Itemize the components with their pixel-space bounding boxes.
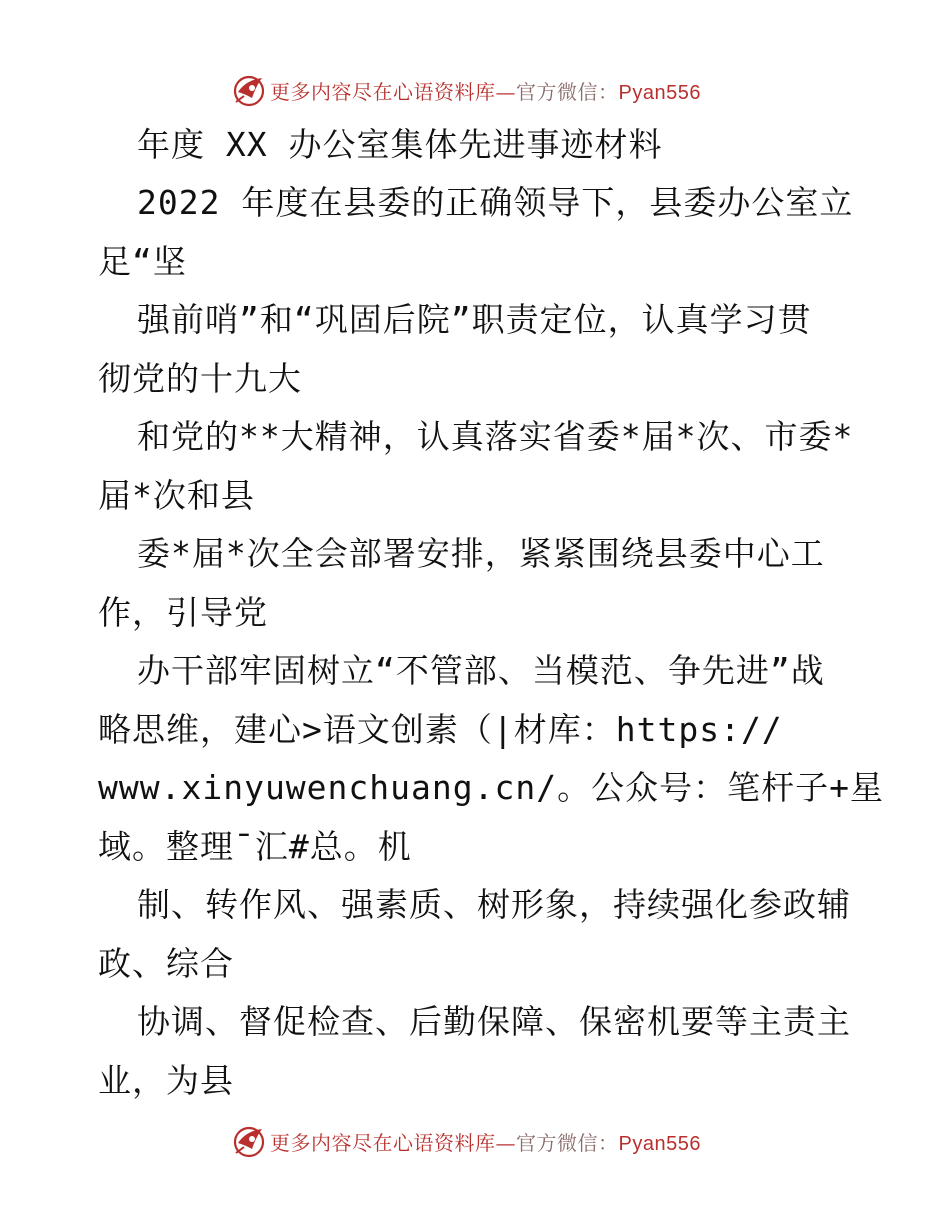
paragraph-line: 2022 年度在县委的正确领导下，县委办公室立: [137, 183, 854, 222]
paragraph-line: www.xinyuwenchuang.cn/。公众号：笔杆子+星: [98, 768, 884, 807]
watermark-main-text: 更多内容尽在心语资料库: [270, 1130, 496, 1155]
watermark-dash: —: [495, 79, 516, 104]
pen-nib-logo-icon: [232, 1123, 268, 1159]
watermark-text: [270, 1127, 701, 1156]
paragraph-line: 略思维，建心>语文创素（|材库：https://: [98, 710, 783, 749]
paragraph-line: 作，引导党: [98, 593, 268, 632]
pen-nib-logo-icon: [232, 72, 268, 108]
watermark-wechat-id: Pyan556: [618, 1132, 701, 1155]
paragraph-line: 办干部牢固树立“不管部、当模范、争先进”战: [137, 651, 825, 690]
paragraph-line: 强前哨”和“巩固后院”职责定位，认真学习贯: [137, 300, 812, 339]
watermark-main-text: 更多内容尽在心语资料库: [270, 79, 496, 104]
header-watermark: [232, 70, 752, 110]
paragraph-line: 足“坚: [98, 242, 187, 281]
paragraph-line: 域。整理¯汇#总。机: [98, 827, 412, 866]
watermark-wechat-label: 官方微信：: [516, 1130, 619, 1155]
watermark-wechat-label: 官方微信：: [516, 79, 619, 104]
paragraph-line: 届*次和县: [98, 476, 255, 515]
document-title: 年度 XX 办公室集体先进事迹材料: [137, 125, 663, 164]
paragraph-line: 业，为县: [98, 1061, 234, 1100]
paragraph-line: 政、综合: [98, 944, 234, 983]
watermark-text: [270, 76, 701, 105]
paragraph-line: 和党的**大精神，认真落实省委*届*次、市委*: [137, 417, 854, 456]
paragraph-line: 委*届*次全会部署安排，紧紧围绕县委中心工: [137, 534, 825, 573]
paragraph-line: 制、转作风、强素质、树形象，持续强化参政辅: [137, 885, 851, 924]
footer-watermark: [232, 1121, 752, 1161]
paragraph-line: 彻党的十九大: [98, 359, 302, 398]
paragraph-line: 协调、督促检查、后勤保障、保密机要等主责主: [137, 1002, 851, 1041]
watermark-dash: —: [495, 1130, 516, 1155]
watermark-wechat-id: Pyan556: [618, 81, 701, 104]
